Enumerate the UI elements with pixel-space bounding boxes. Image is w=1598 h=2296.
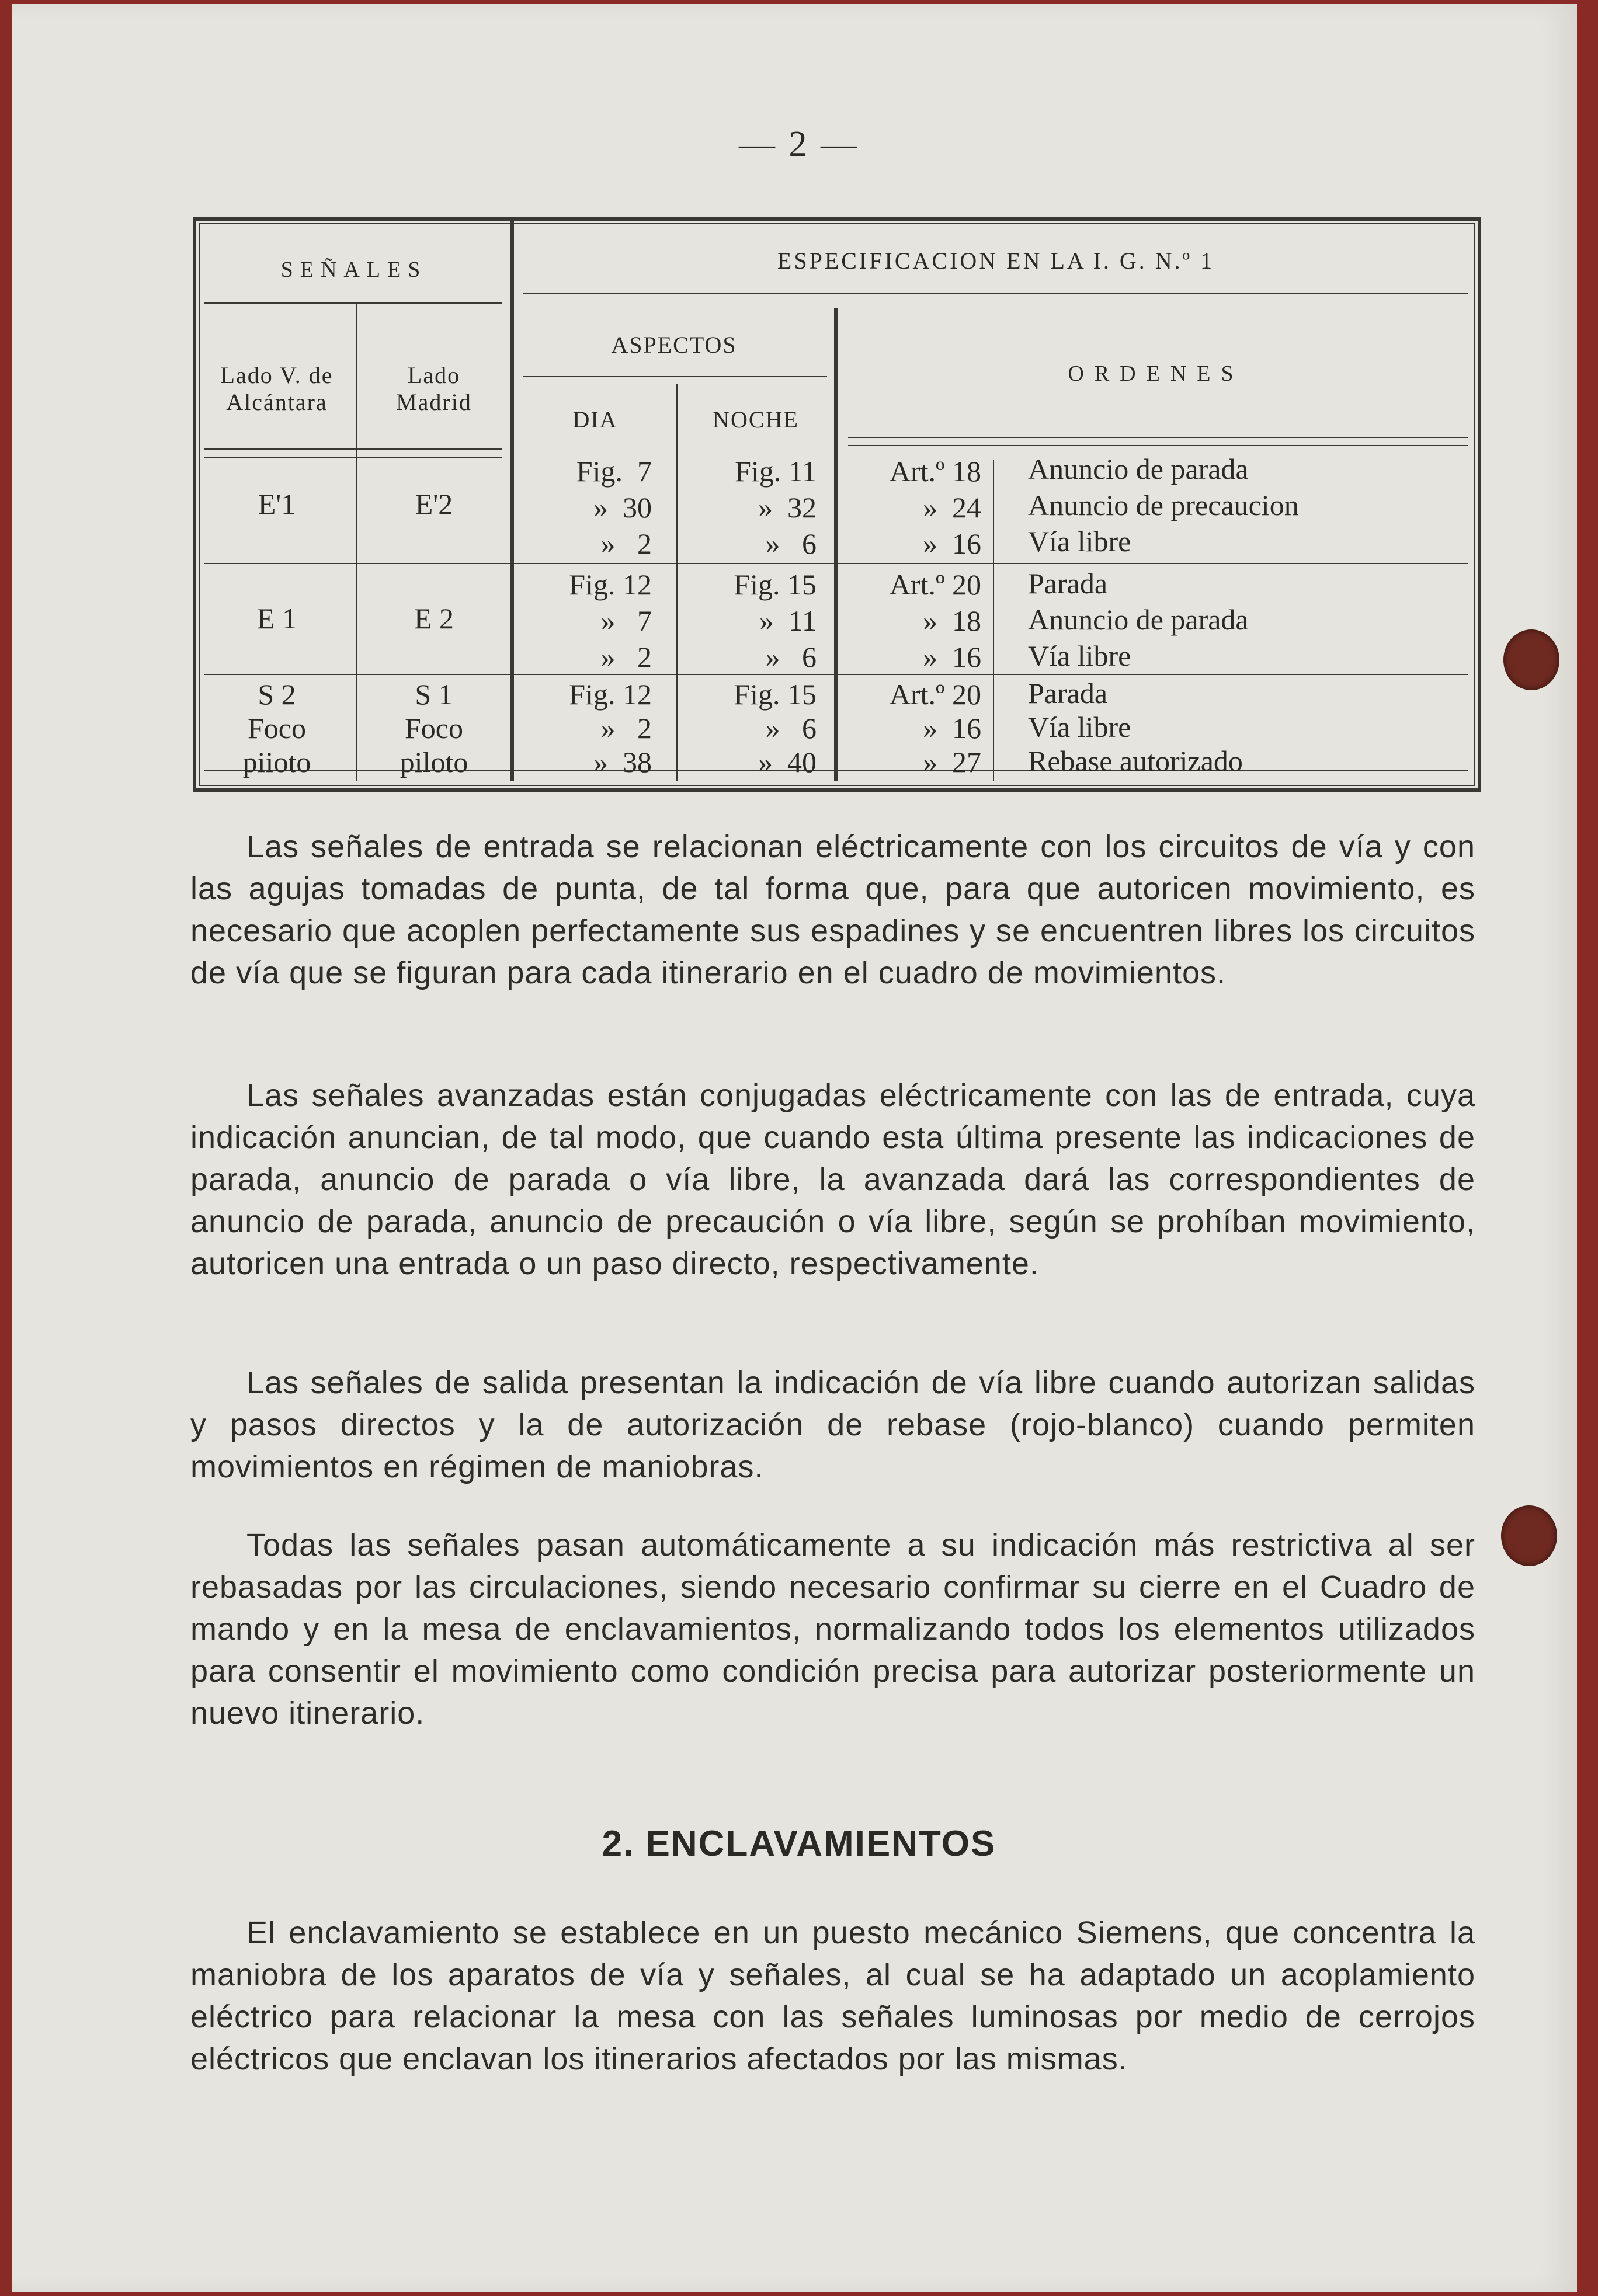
paragraph-indicacion-restrictiva: Todas las señales pasan automáticamente a su indicación más restrictiva al ser rebasadas por las circulaciones, siendo necesario confirmar su cierre en el Cuadro de mando y en la mesa de enclavamientos, normalizando todos los elementos utilizados para consentir el movimiento como condición precisa para autorizar posteriormente un nuevo itinerario. — [190, 1528, 1475, 1731]
signal-alcantara-row2: E 1 — [256, 602, 297, 635]
section-title-enclavamientos: 2. ENCLAVAMIENTOS — [602, 1824, 996, 1864]
lado-alcantara-header: Lado V. de Alcántara — [220, 362, 334, 415]
aspectos-header: ASPECTOS — [611, 332, 737, 358]
dia-figs-row3: Fig. 12 » 2 » 38 — [569, 678, 652, 778]
orders-row3: Parada Vía libre Rebase autorizado — [1028, 677, 1243, 777]
paragraph-senales-salida: Las señales de salida presentan la indicación de vía libre cuando autorizan salidas y pasos directos y la de autorización de rebase (rojo-blanco) cuando permiten movimientos en régimen de maniobras. — [190, 1365, 1475, 1484]
articles-row3: Art.º 20 » 16 » 27 — [889, 678, 981, 778]
noche-header: NOCHE — [713, 406, 799, 433]
lado-madrid-header: Lado Madrid — [396, 362, 472, 415]
signals-table — [193, 217, 1481, 792]
articles-row2: Art.º 20 » 18 » 16 — [889, 568, 981, 673]
signal-madrid-row2: E 2 — [414, 602, 454, 635]
orders-row1: Anuncio de parada Anuncio de precaucion Vía libre — [1028, 453, 1299, 558]
orders-row2: Parada Anuncio de parada Vía libre — [1028, 567, 1249, 672]
ordenes-header: ORDENES — [1068, 361, 1244, 386]
senales-header: SEÑALES — [280, 258, 428, 282]
dia-figs-row2: Fig. 12 » 7 » 2 — [569, 568, 652, 673]
signal-madrid-row3: S 1 Foco piloto — [399, 678, 468, 778]
dia-header: DIA — [572, 406, 618, 433]
punch-hole-bottom — [1501, 1505, 1557, 1566]
especificacion-header: ESPECIFICACION EN LA I. G. N.º 1 — [777, 248, 1215, 274]
page-number: — 2 — — [739, 124, 859, 164]
signal-madrid-row1: E'2 — [415, 488, 453, 520]
punch-hole-top — [1503, 629, 1559, 690]
signal-alcantara-row3: S 2 Foco piioto — [242, 678, 311, 778]
paragraph-senales-avanzadas: Las señales avanzadas están conjugadas eléctricamente con las de entrada, cuya indicación anuncian, de tal modo, que cuando esta última presente las indicaciones de parada, anuncio de parada o vía libre, la avanzada dará las correspondientes de anuncio de parada, anuncio de precaución o vía libre, según se prohíban movimiento, autoricen una entrada o un paso directo, respectivamente. — [190, 1078, 1475, 1281]
paragraph-senales-entrada: Las señales de entrada se relacionan eléctricamente con los circuitos de vía y con las agujas tomadas de punta, de tal forma que, para que autoricen movimiento, es necesario que acoplen perfectamente sus espadines y se encuentren libres los circuitos de vía que se figuran para cada itinerario en el cuadro de movimientos. — [190, 829, 1475, 990]
noche-figs-row2: Fig. 15 » 11 » 6 — [734, 568, 817, 673]
articles-row1: Art.º 18 » 24 » 16 — [889, 455, 981, 560]
signal-alcantara-row1: E'1 — [258, 488, 296, 520]
dia-figs-row1: Fig. 7 » 30 » 2 — [576, 455, 652, 560]
noche-figs-row3: Fig. 15 » 6 » 40 — [734, 678, 817, 778]
paragraph-enclavamiento: El enclavamiento se establece en un puesto mecánico Siemens, que concentra la maniobra de los aparatos de vía y señales, al cual se ha adaptado un acoplamiento eléctrico para relacionar la mesa con las señales luminosas por medio de cerrojos eléctricos que enclavan los itinerarios afectados por las mismas. — [190, 1915, 1475, 2076]
noche-figs-row1: Fig. 11 » 32 » 6 — [735, 455, 817, 560]
